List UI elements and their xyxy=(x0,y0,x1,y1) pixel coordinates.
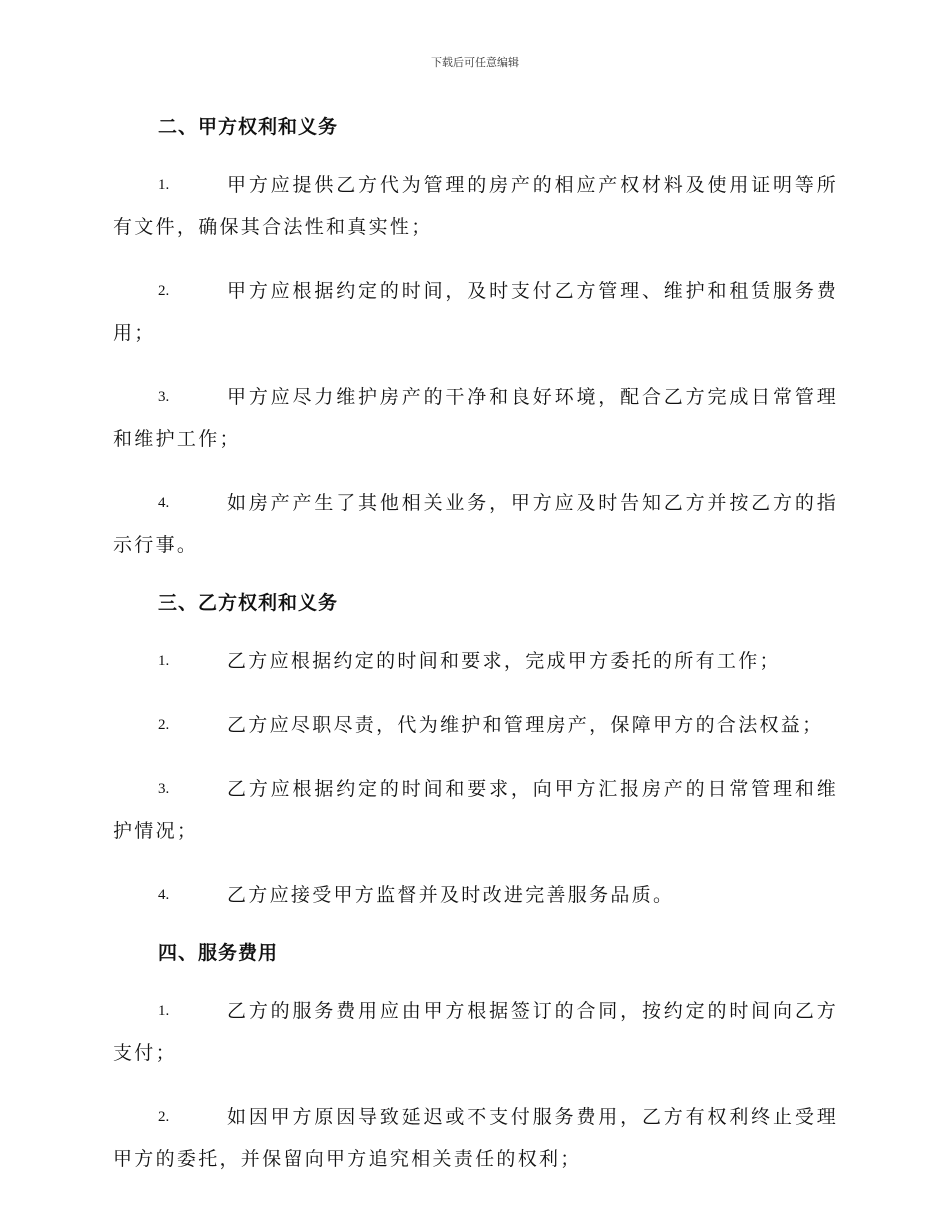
clause-item xyxy=(113,270,838,354)
clause-number: 4. xyxy=(158,495,170,511)
clause-number: 2. xyxy=(158,1109,170,1125)
clause-number: 1. xyxy=(158,1003,170,1019)
clause-item xyxy=(113,640,838,682)
clause-text: 如因甲方原因导致延迟或不支付服务费用，乙方有权利终止受理甲方的委托，并保留向甲方追究相关责任的权利； xyxy=(113,1106,838,1170)
clause-item xyxy=(113,376,838,460)
clause-text: 甲方应提供乙方代为管理的房产的相应产权材料及使用证明等所有文件，确保其合法性和真实性； xyxy=(113,174,838,238)
clause-item xyxy=(113,704,838,746)
clause-item xyxy=(113,768,838,852)
clause-text: 甲方应尽力维护房产的干净和良好环境，配合乙方完成日常管理和维护工作； xyxy=(113,386,838,450)
section-heading-rights-party-a: 二、甲方权利和义务 xyxy=(158,116,339,138)
clause-number: 3. xyxy=(158,389,170,405)
clause-number: 2. xyxy=(158,717,170,733)
clause-number: 1. xyxy=(158,653,170,669)
clause-number: 1. xyxy=(158,177,170,193)
clause-item xyxy=(113,1096,838,1180)
clause-text: 甲方应根据约定的时间，及时支付乙方管理、维护和租赁服务费用； xyxy=(113,280,838,344)
clause-text: 乙方应接受甲方监督并及时改进完善服务品质。 xyxy=(227,884,675,906)
page-header-note: 下载后可任意编辑 xyxy=(431,56,519,69)
clause-number: 4. xyxy=(158,887,170,903)
clause-text: 如房产产生了其他相关业务，甲方应及时告知乙方并按乙方的指示行事。 xyxy=(113,492,838,556)
clause-text: 乙方应根据约定的时间和要求，完成甲方委托的所有工作； xyxy=(227,650,781,672)
clause-text: 乙方的服务费用应由甲方根据签订的合同，按约定的时间向乙方支付； xyxy=(113,1000,838,1064)
clause-item xyxy=(113,874,838,916)
clause-number: 3. xyxy=(158,781,170,797)
clause-number: 2. xyxy=(158,283,170,299)
section-heading-rights-party-b: 三、乙方权利和义务 xyxy=(158,592,339,614)
clause-text: 乙方应根据约定的时间和要求，向甲方汇报房产的日常管理和维护情况； xyxy=(113,778,838,842)
clause-item xyxy=(113,990,838,1074)
clause-item xyxy=(113,482,838,566)
clause-item xyxy=(113,164,838,248)
clause-text: 乙方应尽职尽责，代为维护和管理房产，保障甲方的合法权益； xyxy=(227,714,824,736)
section-heading-service-fees: 四、服务费用 xyxy=(158,942,279,964)
document-body xyxy=(113,112,838,1202)
